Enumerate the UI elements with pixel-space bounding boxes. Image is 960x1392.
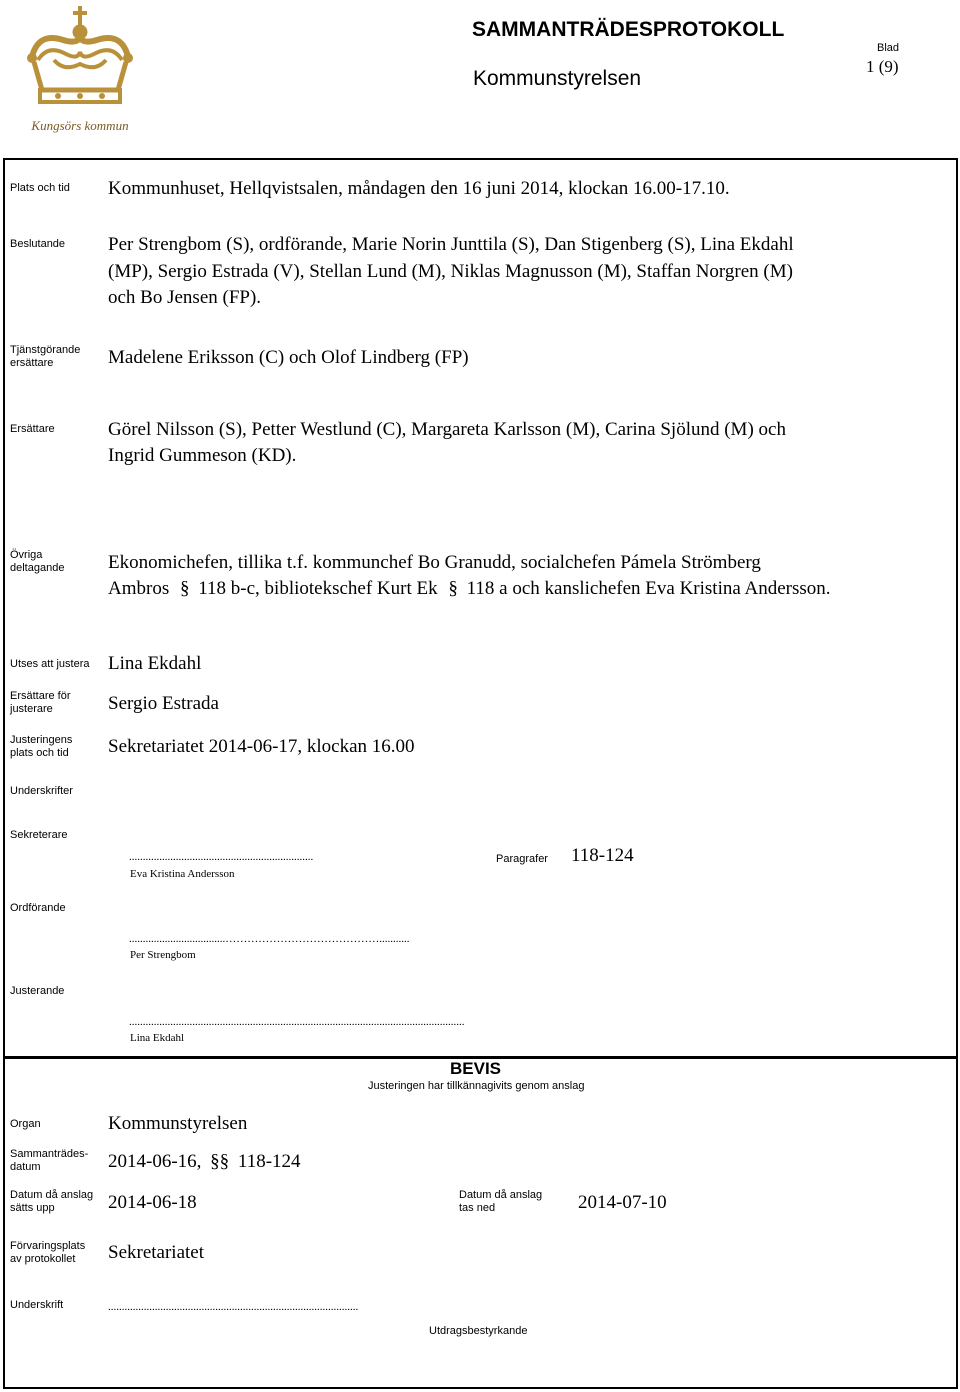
justerande-signature-line: .......................................................................................................................... — [129, 1016, 465, 1028]
section-sign: § — [210, 1151, 220, 1172]
paragrafer-value: 118-124 — [571, 845, 634, 866]
sekreterare-label: Sekreterare — [10, 829, 68, 841]
beslutande-line-3: och Bo Jensen (FP). — [108, 287, 262, 308]
page-number: 1 (9) — [866, 57, 899, 76]
ers-just-label-1: Ersättare för — [10, 690, 71, 702]
underskrift-label: Underskrift — [10, 1299, 64, 1311]
justerande-label: Justerande — [10, 985, 65, 997]
justerande-name: Lina Ekdahl — [130, 1032, 185, 1044]
anslag-upp-value: 2014-06-18 — [108, 1192, 197, 1213]
tjanstgorande-label-1: Tjänstgörande — [10, 344, 81, 356]
utses-value: Lina Ekdahl — [108, 653, 202, 674]
ersattare-line-2: Ingrid Gummeson (KD). — [108, 445, 297, 466]
anslag-upp-label-1: Datum då anslag — [10, 1189, 94, 1201]
sekreterare-signature-line: ................................................................... — [129, 851, 314, 863]
bevis-frame — [3, 1057, 958, 1389]
utdrag-label: Utdragsbestyrkande — [429, 1325, 528, 1337]
anslag-upp-label-2: sätts upp — [10, 1202, 55, 1214]
underskrift-signature-line: ........................................................................................... — [108, 1301, 359, 1313]
ordforande-signature-line: ...................................……………………………………........... — [129, 933, 410, 945]
document-organ: Kommunstyrelsen — [473, 67, 642, 90]
plats-value: Kommunhuset, Hellqvistsalen, måndagen den 16 juni 2014, klockan 16.00-17.10. — [108, 178, 730, 199]
kungsor-logo — [18, 2, 142, 134]
tjanstgorande-label-2: ersättare — [10, 357, 54, 369]
sam-datum-paras: 118-124 — [237, 1151, 301, 1172]
crown-icon — [18, 2, 142, 134]
forvaring-value: Sekretariatet — [108, 1242, 205, 1263]
just-plats-label-2: plats och tid — [10, 747, 69, 759]
tjanstgorande-value: Madelene Eriksson (C) och Olof Lindberg (FP) — [108, 347, 469, 368]
bevis-title: BEVIS — [450, 1059, 502, 1078]
beslutande-line-2: (MP), Sergio Estrada (V), Stellan Lund (M), Niklas Magnusson (M), Staffan Norgren (M) — [108, 261, 793, 282]
ovriga-line-2 — [108, 576, 831, 602]
ovriga-line-2c: 118 a och kanslichefen Eva Kristina Andersson. — [466, 578, 831, 599]
ordforande-name: Per Strengbom — [130, 949, 196, 961]
ers-just-label-2: justerare — [10, 703, 53, 715]
ovriga-line-2b: 118 b-c, bibliotekschef Kurt Ek — [198, 578, 438, 599]
paragrafer-label: Paragrafer — [496, 853, 548, 865]
ersattare-label: Ersättare — [10, 423, 55, 435]
logo-text: Kungsörs kommun — [31, 118, 129, 133]
sekreterare-name: Eva Kristina Andersson — [130, 868, 235, 880]
ovriga-label-1: Övriga — [10, 549, 43, 561]
beslutande-line-1: Per Strengbom (S), ordförande, Marie Norin Junttila (S), Dan Stigenberg (S), Lina Ekdahl — [108, 234, 794, 255]
forvaring-label-1: Förvaringsplats — [10, 1240, 86, 1252]
sam-datum-date: 2014-06-16, — [108, 1151, 202, 1172]
just-plats-label-1: Justeringens — [10, 734, 73, 746]
forvaring-label-2: av protokollet — [10, 1253, 76, 1265]
ersattare-line-1: Görel Nilsson (S), Petter Westlund (C), Margareta Karlsson (M), Carina Sjölund (M) och — [108, 419, 786, 440]
section-sign: § — [219, 1151, 230, 1172]
document-title: SAMMANTRÄDESPROTOKOLL — [472, 18, 785, 41]
sam-datum-label-1: Sammanträdes- — [10, 1148, 89, 1160]
ovriga-line-1: Ekonomichefen, tillika t.f. kommunchef Bo Granudd, socialchefen Pámela Strömberg — [108, 552, 761, 573]
organ-value: Kommunstyrelsen — [108, 1113, 248, 1134]
organ-label: Organ — [10, 1118, 41, 1130]
plats-label: Plats och tid — [10, 182, 70, 194]
ers-just-value: Sergio Estrada — [108, 693, 219, 714]
section-sign: § — [448, 578, 458, 599]
ordforande-label: Ordförande — [10, 902, 66, 914]
section-sign: § — [179, 578, 190, 599]
sam-datum-label-2: datum — [10, 1161, 41, 1173]
ovriga-label-2: deltagande — [10, 562, 65, 574]
utses-label: Utses att justera — [10, 658, 90, 670]
underskrifter-label: Underskrifter — [10, 785, 73, 797]
sam-datum-value — [108, 1149, 301, 1175]
page-label: Blad — [877, 42, 900, 54]
anslag-ned-label-1: Datum då anslag — [459, 1189, 543, 1201]
anslag-ned-label-2: tas ned — [459, 1202, 496, 1214]
just-plats-value: Sekretariatet 2014-06-17, klockan 16.00 — [108, 736, 415, 757]
beslutande-label: Beslutande — [10, 238, 66, 250]
anslag-ned-value: 2014-07-10 — [578, 1192, 667, 1213]
bevis-subtitle: Justeringen har tillkännagivits genom anslag — [368, 1080, 585, 1092]
ovriga-line-2a: Ambros — [108, 578, 170, 599]
